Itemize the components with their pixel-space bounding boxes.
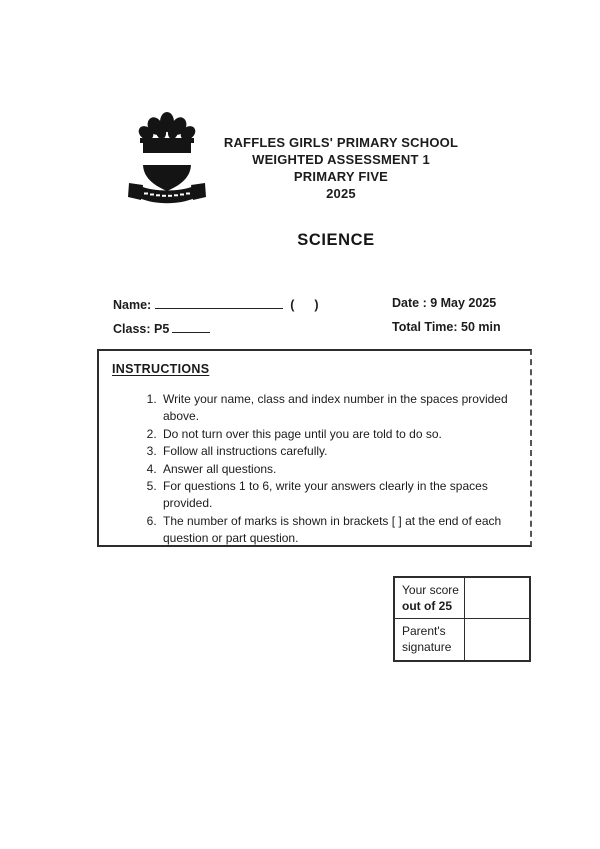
- exam-year: 2025: [326, 186, 356, 201]
- instruction-item: 2. Do not turn over this page until you are told to do so.: [160, 426, 532, 443]
- class-blank-line: [172, 320, 210, 333]
- score-label-line2: out of 25: [402, 598, 452, 613]
- instructions-heading: INSTRUCTIONS: [112, 362, 210, 376]
- class-field-row: [113, 320, 210, 336]
- score-table: [393, 576, 531, 662]
- class-label: Class: P5: [113, 322, 170, 336]
- date-label: Date : 9 May 2025: [392, 296, 497, 310]
- signature-label-line2: signature: [402, 639, 452, 654]
- instruction-item: 6. The number of marks is shown in brackets [ ] at the end of each question or part question.: [160, 513, 532, 548]
- assessment-name: WEIGHTED ASSESSMENT 1: [252, 152, 430, 167]
- subject-title: SCIENCE: [297, 231, 375, 249]
- name-label: Name:: [113, 298, 152, 312]
- instruction-item: 1. Write your name, class and index number in the spaces provided above.: [160, 391, 532, 426]
- instruction-item: 4. Answer all questions.: [160, 461, 532, 478]
- level-name: PRIMARY FIVE: [293, 169, 389, 184]
- signature-label-line1: Parent's: [402, 624, 446, 638]
- score-label-line1: Your score: [402, 583, 459, 597]
- name-field-row: [113, 296, 319, 312]
- index-paren-open: (: [290, 298, 295, 312]
- total-time-label: Total Time: 50 min: [392, 320, 501, 334]
- name-blank-line: [155, 296, 283, 309]
- exam-header: [180, 134, 502, 202]
- instructions-box: [97, 349, 532, 547]
- score-label-cell: [395, 578, 465, 619]
- school-name: RAFFLES GIRLS' PRIMARY SCHOOL: [223, 135, 459, 150]
- score-value-cell: [465, 578, 529, 619]
- instructions-list: [99, 391, 532, 548]
- instruction-item: 3. Follow all instructions carefully.: [160, 443, 532, 460]
- parent-signature-label-cell: [395, 619, 465, 660]
- instruction-item: 5. For questions 1 to 6, write your answers clearly in the spaces provided.: [160, 478, 532, 513]
- index-paren-close: ): [314, 298, 319, 312]
- parent-signature-value-cell: [465, 619, 529, 660]
